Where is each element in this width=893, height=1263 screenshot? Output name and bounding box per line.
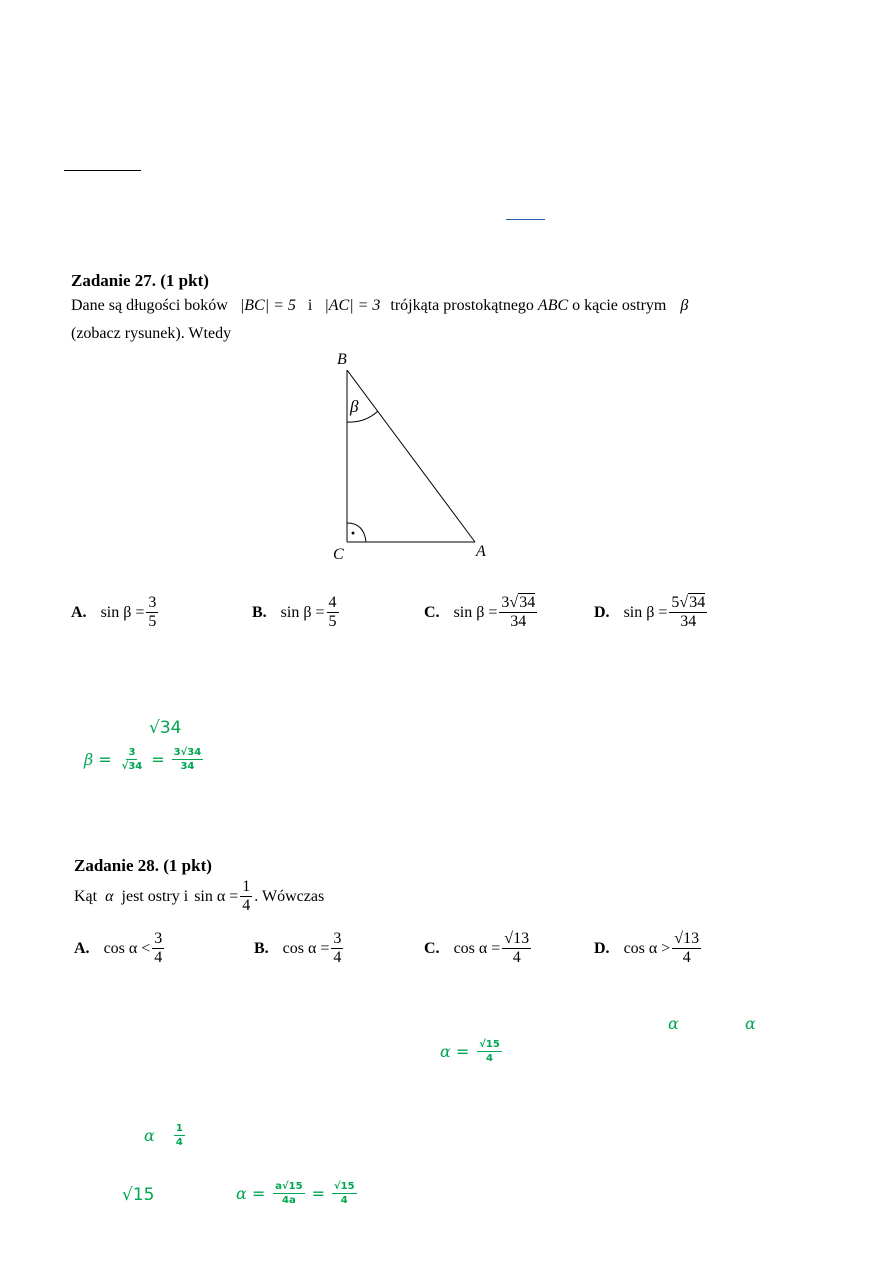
task27-option-a[interactable] <box>71 594 160 631</box>
task28-line1-mid: jest ostry i <box>121 887 189 905</box>
task28-line1-suffix: . Wówczas <box>254 887 325 905</box>
task27-line1-suffix: o kącie ostrym <box>572 297 667 314</box>
fraction-denominator: √34 <box>121 761 143 772</box>
fraction-denominator: 4 <box>486 1053 493 1064</box>
fraction-denominator: 4 <box>154 949 163 966</box>
fraction-denominator: 34 <box>510 613 527 630</box>
option-lhs: cos α = <box>453 939 501 957</box>
option-fraction <box>669 594 707 631</box>
fraction-numerator: a√15 <box>275 1181 303 1192</box>
option-letter: A. <box>71 603 87 621</box>
task27-conj: i <box>307 297 313 314</box>
task27-solution-equation <box>84 746 206 773</box>
fraction-numerator: 3√34 <box>501 594 536 611</box>
vertex-c-label: C <box>333 546 344 563</box>
task28-option-c[interactable] <box>424 930 533 967</box>
task28-line1 <box>74 878 324 915</box>
fraction-numerator: 1 <box>242 878 251 895</box>
solution-fraction <box>174 1122 185 1149</box>
option-letter: B. <box>254 939 269 957</box>
option-fraction <box>152 930 164 967</box>
option-fraction <box>672 930 701 967</box>
top-divider <box>64 170 141 171</box>
task27-ac-expr: |AC| = 3 <box>324 297 381 314</box>
fraction-numerator: 1 <box>175 1123 183 1134</box>
task28-sin-fraction <box>240 878 252 915</box>
option-fraction <box>146 594 158 631</box>
task28-heading: Zadanie 28. (1 pkt) <box>74 856 212 875</box>
task28-solution-mid <box>440 1038 505 1065</box>
fraction-denominator: 4 <box>333 949 342 966</box>
right-angle-dot: · <box>350 523 357 543</box>
side-ab <box>347 370 475 542</box>
task28-solution-sqrt15: √15 <box>122 1185 155 1205</box>
option-fraction <box>327 594 339 631</box>
solution-eq: = <box>251 1184 266 1203</box>
angle-beta-label: β <box>350 397 359 416</box>
task27-solution-sqrt34: √34 <box>149 718 182 738</box>
fraction-denominator: 4a <box>282 1195 296 1206</box>
option-letter: D. <box>594 603 610 621</box>
option-letter: D. <box>594 939 610 957</box>
solution-fraction <box>477 1038 502 1065</box>
task27-bc-expr: |BC| = 5 <box>239 297 296 314</box>
task28-sin-lhs: sin α = <box>194 887 239 905</box>
fraction-denominator: 4 <box>512 949 521 966</box>
fraction-denominator: 34 <box>680 613 697 630</box>
fraction-numerator: 4 <box>328 594 337 611</box>
option-lhs: sin β = <box>453 603 498 621</box>
task28-solution-alpha-2: α <box>745 1014 756 1033</box>
fraction-numerator: 3 <box>148 594 157 611</box>
solution-eq: = <box>98 750 112 769</box>
fraction-denominator: 4 <box>175 1137 183 1148</box>
solution-fraction-1 <box>120 746 145 773</box>
fraction-numerator: 3 <box>154 930 163 947</box>
fraction-numerator: 3 <box>128 747 136 758</box>
fraction-numerator: √15 <box>479 1039 500 1050</box>
vertex-a-label: A <box>476 543 486 560</box>
link-underline[interactable] <box>506 219 545 220</box>
solution-fraction-2 <box>172 746 204 773</box>
option-fraction <box>499 594 537 631</box>
option-fraction <box>331 930 343 967</box>
task28-option-b[interactable] <box>254 930 345 967</box>
option-lhs: cos α > <box>623 939 671 957</box>
solution-eq: = <box>455 1042 470 1061</box>
task28-alpha: α <box>105 887 114 905</box>
task27-heading: Zadanie 27. (1 pkt) <box>71 271 209 290</box>
option-letter: C. <box>424 939 440 957</box>
radical-coef: 3 <box>501 594 510 611</box>
option-lhs: cos α = <box>282 939 330 957</box>
solution-fraction-2 <box>332 1180 357 1207</box>
vertex-b-label: B <box>337 351 347 368</box>
fraction-numerator: 5√34 <box>671 594 706 611</box>
task28-option-a[interactable] <box>74 930 166 967</box>
radicand: 34 <box>689 594 706 611</box>
task27-option-d[interactable] <box>594 594 709 631</box>
task28-solution-last <box>236 1180 360 1207</box>
fraction-numerator: √13 <box>504 930 530 947</box>
task28-solution-low <box>144 1122 188 1149</box>
task27-option-b[interactable] <box>252 594 341 631</box>
fraction-denominator: 5 <box>148 613 157 630</box>
task27-line2: (zobacz rysunek). Wtedy <box>71 325 232 342</box>
solution-alpha: α <box>236 1184 247 1203</box>
fraction-numerator: 3√34 <box>173 747 202 758</box>
task27-beta: β <box>680 297 689 314</box>
fraction-numerator: √13 <box>674 930 700 947</box>
option-fraction <box>502 930 531 967</box>
task27-option-c[interactable] <box>424 594 539 631</box>
task28-solution-alpha-1: α <box>668 1014 679 1033</box>
solution-alpha: α <box>440 1042 451 1061</box>
fraction-numerator: √15 <box>333 1181 355 1192</box>
option-lhs: sin β = <box>623 603 668 621</box>
fraction-denominator: 4 <box>340 1195 348 1206</box>
solution-eq-2: = <box>311 1184 325 1203</box>
solution-beta: β <box>84 750 94 769</box>
option-letter: C. <box>424 603 440 621</box>
task28-option-d[interactable] <box>594 930 703 967</box>
option-letter: B. <box>252 603 267 621</box>
triangle-figure <box>320 345 500 565</box>
option-lhs: sin β = <box>280 603 325 621</box>
solution-eq-2: = <box>151 750 165 769</box>
option-lhs: sin β = <box>100 603 145 621</box>
task27-line1-mid: trójkąta prostokątnego <box>390 297 534 314</box>
radical-coef: 5 <box>671 594 680 611</box>
task27-abc: ABC <box>537 297 569 314</box>
fraction-numerator: 3 <box>333 930 342 947</box>
fraction-denominator: 4 <box>242 897 251 914</box>
solution-alpha: α <box>144 1126 155 1145</box>
task27-line1-prefix: Dane są długości boków <box>71 297 228 314</box>
radicand: 34 <box>519 594 536 611</box>
task27-line1 <box>71 297 688 315</box>
option-lhs: cos α < <box>103 939 151 957</box>
fraction-denominator: 5 <box>328 613 337 630</box>
task28-line1-prefix: Kąt <box>74 887 98 905</box>
fraction-denominator: 34 <box>180 761 195 772</box>
fraction-denominator: 4 <box>682 949 691 966</box>
solution-fraction-1 <box>273 1180 304 1207</box>
option-letter: A. <box>74 939 90 957</box>
